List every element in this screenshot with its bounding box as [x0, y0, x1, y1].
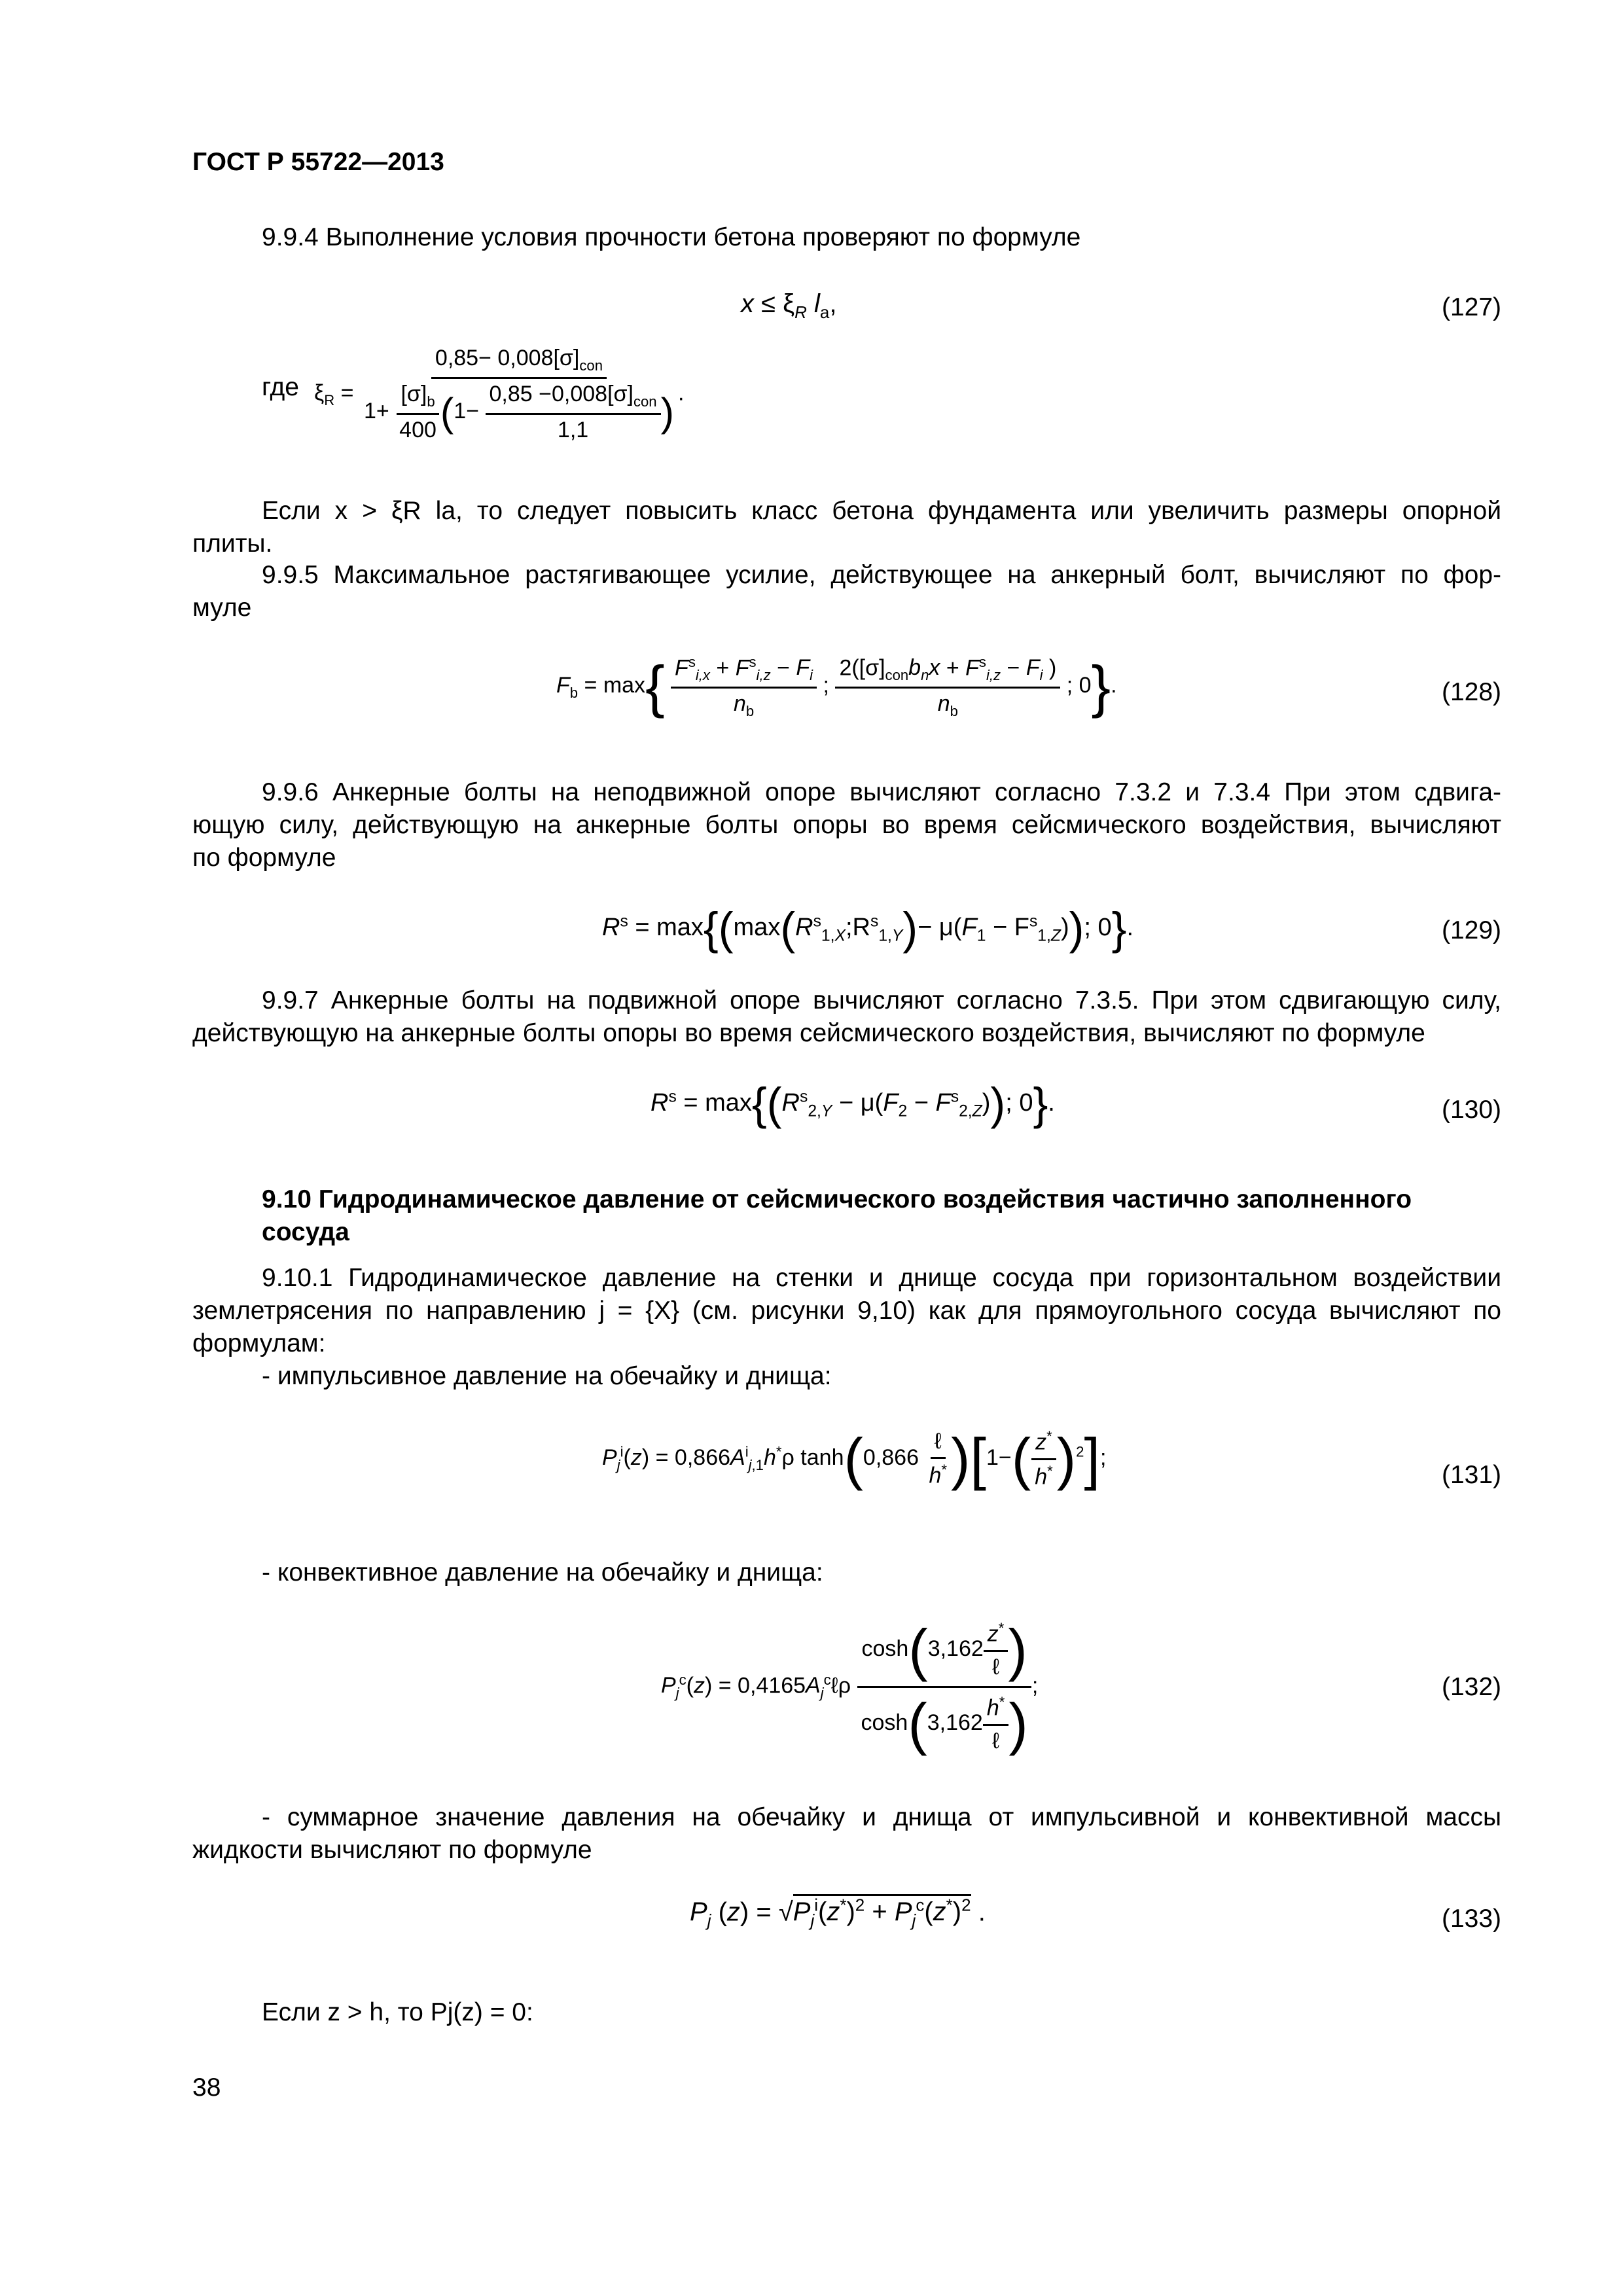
formula-xi-r: $\xi_R$ = $0,85- 0,008[\sigma]_{con}$ 1+ $\frac{[\sigma]_b}{400}$ (1− $\frac{0,85 -0,008[\sigma]_{con}}{1,1}$ ) .: [314, 346, 685, 442]
paragraph-line: 9.9.7 Анкерные болты на подвижной опоре вычисляют согласно 7.3.5. При этом сдвигающую силу,: [262, 986, 1501, 1014]
equation-number-128: (128): [1441, 678, 1501, 706]
paragraph-line: - суммарное значение давления на обечайку и днища от импульсивной и конвективной массы: [262, 1803, 1501, 1831]
paragraph-line: 9.10.1 Гидродинамическое давление на стенки и днище сосуда при горизонтальном воздействии: [262, 1264, 1501, 1292]
paragraph-line: формулам:: [192, 1329, 326, 1357]
paragraph-if-z-greater-h: Если z > h, то Pj(z) = 0:: [262, 1998, 533, 2026]
paragraph-line: 9.9.6 Анкерные болты на неподвижной опоре вычисляют согласно 7.3.2 и 7.3.4 При этом сдвига-: [262, 778, 1501, 806]
document-header: ГОСТ Р 55722—2013: [192, 148, 444, 176]
paragraph-9-9-5: [192, 559, 1501, 624]
paragraph-if-strength: [192, 495, 1501, 560]
formula-128: $F_b = \max${ $\frac{F^s_{i,x} + F^s_{i,z} - F_i}{n_b}$ ; $\frac{2([\sigma]_{con}b_nx + F^s_{i,z} - F_i )}{n_b}$ ; 0}.: [556, 653, 1117, 719]
paragraph-line: жидкости вычисляют по формуле: [192, 1836, 592, 1864]
formula-129: $R^s$ = $\max\{(\max(R^s_{1,X};R^s_{1,Y})- \mu(F_1 - F^s_{1,Z}))$; 0}.: [602, 904, 1134, 954]
paragraph-line: муле: [192, 594, 252, 622]
page-number: 38: [192, 2073, 221, 2102]
formula-130: $R^s = \max\{(R^s_{2,Y} - \mu(F_2 - F^s_{2,Z}))$; 0}.: [651, 1079, 1055, 1129]
formula-131: $P_j^i(z) = 0,866A^i_{j,1}h^*\rho$ tanh(0,866 $\frac{\text{ℓ}}{h^*}$ )[1−( $\frac{z^*}{h^*}$ )$^2$];: [602, 1426, 1107, 1491]
paragraph-line: по формуле: [192, 844, 336, 872]
formula-133: $P_j$ $(z) = √P_j^i(z^*)^2 + P_j^c(z^*)^2$ .: [690, 1895, 986, 1931]
heading-line: сосуда: [262, 1218, 349, 1246]
list-item-sum: [192, 1801, 1501, 1867]
equation-number-131: (131): [1441, 1461, 1501, 1489]
formula-127: $x \le \xi_R$ $l_a$,: [741, 289, 837, 322]
formula-132: $P_j^c(z)$ = $0,4165A_j^c\ell\rho$ cosh(3,162 $\frac{z^*}{\text{ℓ}}$ ) cosh(3,162 $\frac{h^*}{\text{ℓ}}$ ) ;: [661, 1617, 1039, 1756]
equation-number-133: (133): [1441, 1905, 1501, 1933]
equation-number-132: (132): [1441, 1673, 1501, 1701]
equation-number-127: (127): [1441, 293, 1501, 321]
paragraph-9-10-1: [192, 1262, 1501, 1360]
list-item-convective: - конвективное давление на обечайку и днища:: [262, 1558, 823, 1587]
heading-line: 9.10 Гидродинамическое давление от сейсмического воздействия частично заполненного: [262, 1185, 1412, 1213]
paragraph-line: землетрясения по направлению j = {X} (см. рисунки 9,10) как для прямоугольного сосуда вычисляют по: [192, 1297, 1501, 1325]
paragraph-line: действующую на анкерные болты опоры во время сейсмического воздействия, вычисляют по формуле: [192, 1019, 1425, 1047]
paragraph-9-9-6: [192, 776, 1501, 874]
list-item-impulse: - импульсивное давление на обечайку и днища:: [262, 1362, 832, 1390]
where-label: где: [262, 373, 299, 401]
paragraph-line: плиты.: [192, 529, 273, 558]
paragraph-line: Если x > ξR la, то следует повысить класс бетона фундамента или увеличить размеры опорной: [262, 497, 1501, 525]
paragraph-line: ющую силу, действующую на анкерные болты опоры во время сейсмического воздействия, вычисляют: [192, 811, 1501, 839]
equation-number-130: (130): [1441, 1096, 1501, 1124]
paragraph-line: 9.9.5 Максимальное растягивающее усилие, действующее на анкерный болт, вычисляют по фор-: [262, 561, 1501, 589]
equation-number-129: (129): [1441, 916, 1501, 944]
section-heading-9-10: [262, 1183, 1505, 1249]
paragraph-9-9-7: [192, 984, 1501, 1050]
paragraph-9-9-4: 9.9.4 Выполнение условия прочности бетона проверяют по формуле: [262, 223, 1081, 251]
